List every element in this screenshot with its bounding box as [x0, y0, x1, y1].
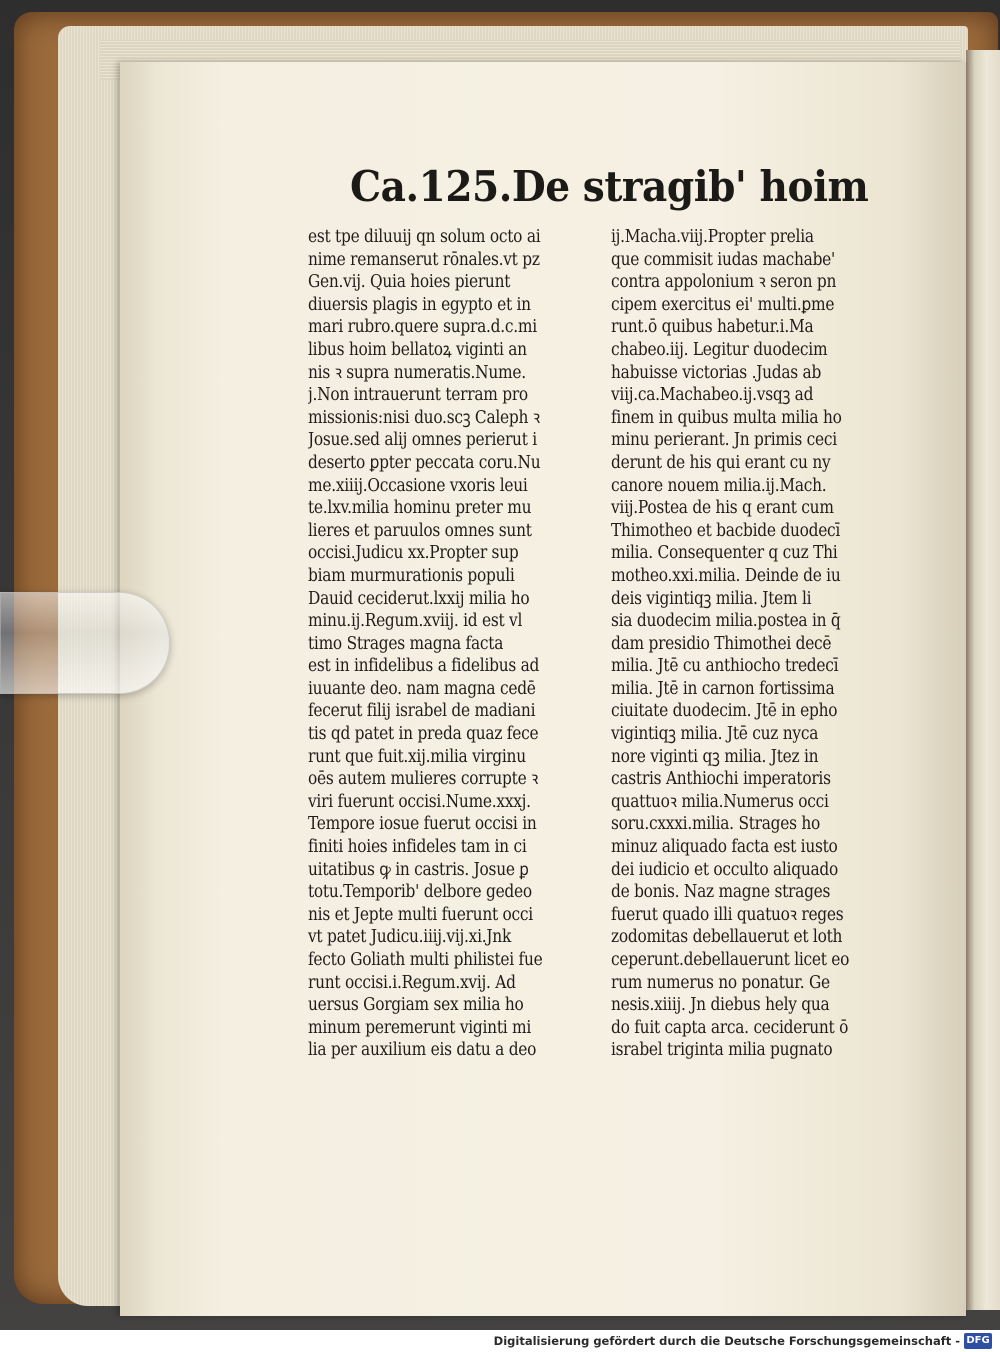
text-line-content: canore nouem milia.ij.Mach.: [611, 475, 827, 496]
text-line: [308, 271, 576, 294]
text-line: [308, 949, 576, 972]
text-line: [611, 610, 879, 633]
left-text-column: [308, 226, 576, 1062]
text-line: [611, 407, 879, 430]
text-line-content: sia duodecim milia.postea in q̄: [611, 611, 841, 632]
text-line-content: te.lxv.milia hominu preter mu: [308, 498, 532, 519]
text-line-content: soru.cxxxi.milia. Strages ho: [611, 814, 821, 835]
text-line: [611, 497, 879, 520]
text-line: [308, 565, 576, 588]
text-line: [611, 994, 879, 1017]
text-line: [308, 768, 576, 791]
text-line-content: lieres et paruulos omnes sunt: [308, 520, 532, 541]
text-line: [611, 271, 879, 294]
text-line: [611, 791, 879, 814]
text-line-content: runt que fuit.xij.milia virginu: [308, 746, 526, 767]
text-line-content: minu.ij.Regum.xviij. id est vl: [308, 611, 523, 632]
text-line-content: nis et Jepte multi fuerunt occi: [308, 904, 533, 925]
text-line-content: uitatibus ꝙ in castris. Josue ꝑ: [308, 859, 529, 880]
text-line-content: contra appolonium ꝛ seron pn: [611, 272, 837, 293]
text-line: [308, 926, 576, 949]
text-line: [611, 520, 879, 543]
text-line: [611, 384, 879, 407]
text-line: [308, 339, 576, 362]
text-line: [611, 633, 879, 656]
text-line-content: vigintiqꝫ milia. Jtē cuz nyca: [611, 724, 819, 745]
text-line: [611, 746, 879, 769]
text-line: [308, 384, 576, 407]
text-line-content: tis qd patet in preda quaz fece: [308, 724, 539, 745]
text-line: [308, 904, 576, 927]
text-line-content: iuuante deo. nam magna cedē: [308, 678, 536, 699]
text-line-content: runt occisi.i.Regum.xvij. Ad: [308, 972, 516, 993]
text-line: [611, 249, 879, 272]
text-line-content: quattuoꝛ milia.Numerus occi: [611, 791, 829, 812]
text-line-content: israbel triginta milia pugnato: [611, 1040, 833, 1061]
text-line-content: finiti hoies infideles tam in ci: [308, 837, 527, 858]
text-line-content: fuerut quado illi quatuoꝛ reges: [611, 904, 844, 925]
text-line: [611, 700, 879, 723]
text-line: [308, 429, 576, 452]
text-line-content: j.Non intrauerunt terram pro: [308, 385, 528, 406]
text-line: [308, 655, 576, 678]
text-line: [308, 881, 576, 904]
text-line: [308, 362, 576, 385]
text-line: [308, 1017, 576, 1040]
text-line: [611, 723, 879, 746]
text-line-content: uersus Gorgiam sex milia ho: [308, 995, 524, 1016]
text-line-content: Dauid ceciderut.lxxij milia ho: [308, 588, 530, 609]
text-line: [611, 339, 879, 362]
text-line-content: ceperunt.debellauerunt licet eo: [611, 950, 850, 970]
text-line: [308, 610, 576, 633]
text-line-content: dei iudicio et occulto aliquado: [611, 859, 838, 880]
text-line: [611, 926, 879, 949]
text-line-content: viri fuerunt occisi.Nume.xxxj.: [308, 791, 531, 812]
text-line-content: milia. Jtē cu anthiocho tredecī: [611, 656, 839, 677]
text-line: [308, 542, 576, 565]
text-line: [308, 249, 576, 272]
text-line-content: timo Strages magna facta: [308, 633, 504, 654]
text-line-content: zodomitas debellauerut et loth: [611, 927, 843, 948]
text-line: [611, 768, 879, 791]
text-line: [308, 294, 576, 317]
text-line: [308, 475, 576, 498]
chapter-heading: Ca.125.De stragib' hoim: [350, 162, 869, 211]
text-line: [308, 700, 576, 723]
text-line-content: motheo.xxi.milia. Deinde de iu: [611, 565, 841, 586]
text-line: [611, 678, 879, 701]
text-line: [308, 1039, 576, 1062]
text-line: [611, 429, 879, 452]
text-line-content: deserto ꝑpter peccata coru.Nu: [308, 452, 541, 473]
text-line-content: ij.Macha.viij.Propter prelia: [611, 227, 814, 247]
text-line-content: que commisit iudas machabe': [611, 249, 836, 270]
text-line-content: mari rubro.quere supra.d.c.mi: [308, 317, 537, 338]
text-line: [308, 859, 576, 882]
text-line: [308, 678, 576, 701]
text-line: [611, 452, 879, 475]
text-line-content: do fuit capta arca. ceciderunt ō: [611, 1017, 849, 1038]
text-line-content: rum numerus no ponatur. Ge: [611, 972, 830, 993]
text-line-content: oēs autem mulieres corrupte ꝛ: [308, 769, 539, 790]
text-line: [611, 859, 879, 882]
text-line: [611, 904, 879, 927]
text-line-content: libus hoim bellatoꝝ viginti an: [308, 339, 527, 360]
dfg-logo: DFG: [964, 1333, 992, 1349]
text-line-content: runt.ō quibus habetur.i.Ma: [611, 317, 814, 338]
text-line: [308, 316, 576, 339]
funding-credit: Digitalisierung gefördert durch die Deutsche Forschungsgemeinschaft -: [493, 1334, 960, 1348]
text-line-content: viij.Postea de his q erant cum: [611, 498, 834, 519]
text-line: [611, 1039, 879, 1062]
text-line-content: Tempore iosue fuerut occisi in: [308, 814, 537, 835]
text-line-content: Thimotheo et bacbide duodecī: [611, 520, 841, 541]
text-line: [611, 1017, 879, 1040]
text-line-content: nore viginti qꝫ milia. Jtez in: [611, 746, 819, 767]
text-line: [308, 588, 576, 611]
facing-page-gutter: [966, 50, 1000, 1310]
text-line-content: castris Anthiochi imperatoris: [611, 769, 831, 790]
text-line-content: Josue.sed alij omnes perierut i: [308, 430, 537, 451]
text-line-content: fecto Goliath multi philistei fue: [308, 950, 543, 970]
text-line-content: Gen.vij. Quia hoies pierunt: [308, 272, 511, 293]
text-line-content: finem in quibus multa milia ho: [611, 407, 842, 428]
text-line: [308, 407, 576, 430]
text-line: [308, 994, 576, 1017]
text-line-content: diuersis plagis in egypto et in: [308, 294, 531, 315]
text-line: [611, 226, 879, 249]
text-line: [308, 972, 576, 995]
text-line: [308, 791, 576, 814]
text-line-content: biam murmurationis populi: [308, 565, 515, 586]
text-line: [611, 294, 879, 317]
text-line-content: milia. Consequenter q cuz Thi: [611, 543, 838, 564]
text-line: [611, 475, 879, 498]
text-line-content: ciuitate duodecim. Jtē in epho: [611, 701, 838, 722]
text-line-content: vt patet Judicu.iiij.vij.xi.Jnk: [308, 927, 512, 948]
text-line-content: dam presidio Thimothei decē: [611, 633, 832, 654]
page-clamp: [0, 592, 170, 694]
text-line: [308, 452, 576, 475]
text-line: [308, 836, 576, 859]
text-line-content: est in infidelibus a fidelibus ad: [308, 656, 540, 677]
text-line: [611, 836, 879, 859]
text-line: [611, 972, 879, 995]
text-line: [308, 746, 576, 769]
text-line-content: minum peremerunt viginti mi: [308, 1017, 532, 1038]
text-line: [308, 520, 576, 543]
right-text-column: [611, 226, 879, 1062]
text-line-content: missionis:nisi duo.scꝫ Caleph ꝛ: [308, 407, 540, 428]
text-line-content: minuz aliquado facta est iusto: [611, 837, 838, 858]
text-line-content: totu.Temporib' delbore gedeo: [308, 882, 532, 903]
text-line: [308, 813, 576, 836]
text-line-content: me.xiiij.Occasione vxoris leui: [308, 475, 528, 496]
text-line-content: derunt de his qui erant cu ny: [611, 452, 831, 473]
text-line: [611, 316, 879, 339]
text-line: [611, 588, 879, 611]
text-line: [611, 565, 879, 588]
text-line-content: est tpe diluuij qn solum octo ai: [308, 227, 541, 247]
text-line-content: lia per auxilium eis datu a deo: [308, 1040, 537, 1061]
text-line: [611, 949, 879, 972]
text-line-content: fecerut filij israbel de madiani: [308, 701, 536, 722]
text-line: [611, 881, 879, 904]
text-line-content: nime remanserut rōnales.vt pz: [308, 249, 540, 270]
text-line: [611, 813, 879, 836]
text-line-content: habuisse victorias .Judas ab: [611, 362, 822, 383]
text-line: [308, 723, 576, 746]
text-line: [308, 497, 576, 520]
text-line-content: de bonis. Naz magne strages: [611, 882, 831, 903]
text-line: [611, 542, 879, 565]
text-line-content: chabeo.iij. Legitur duodecim: [611, 339, 828, 360]
text-line-content: occisi.Judicu xx.Propter sup: [308, 543, 519, 564]
text-line: [611, 362, 879, 385]
text-line: [308, 226, 576, 249]
text-line-content: viij.ca.Machabeo.ij.vsqꝫ ad: [611, 385, 814, 406]
text-line-content: deis vigintiqꝫ milia. Jtem li: [611, 588, 812, 609]
text-line-content: cipem exercitus ei' multi.ꝑme: [611, 294, 835, 315]
text-line-content: nis ꝛ supra numeratis.Nume.: [308, 362, 526, 383]
text-line-content: minu perierant. Jn primis ceci: [611, 430, 837, 451]
text-line-content: nesis.xiiij. Jn diebus hely qua: [611, 995, 830, 1016]
text-line: [308, 633, 576, 656]
text-line-content: milia. Jtē in carnon fortissima: [611, 678, 835, 699]
text-line: [611, 655, 879, 678]
